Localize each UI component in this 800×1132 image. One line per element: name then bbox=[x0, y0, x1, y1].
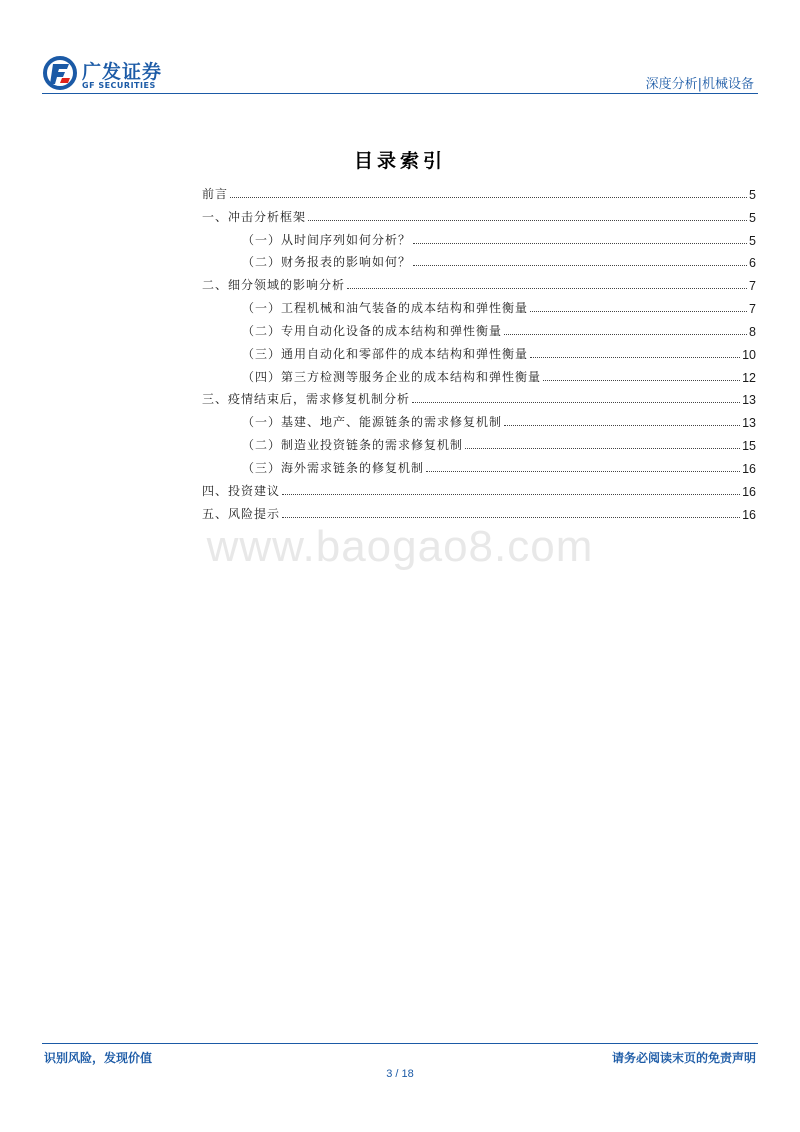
page-number: 3 / 18 bbox=[386, 1068, 414, 1080]
toc-entry[interactable] bbox=[202, 202, 756, 225]
header-divider bbox=[42, 93, 758, 94]
toc-entry-page: 13 bbox=[742, 416, 756, 431]
toc-dot-leader bbox=[230, 197, 747, 198]
toc-entry-label: （二）财务报表的影响如何？ bbox=[242, 255, 412, 270]
toc-entry[interactable] bbox=[202, 339, 756, 362]
toc-entry-label: （二）制造业投资链条的需求修复机制 bbox=[242, 438, 464, 453]
toc-entry-page: 7 bbox=[749, 279, 756, 294]
toc-entry-label: （四）第三方检测等服务企业的成本结构和弹性衡量 bbox=[242, 369, 542, 384]
toc-entry-label: 二、细分领域的影响分析 bbox=[202, 278, 346, 293]
toc-entry-page: 16 bbox=[742, 484, 756, 499]
toc-entry-page: 12 bbox=[742, 370, 756, 385]
toc-entry[interactable] bbox=[202, 476, 756, 499]
toc-entry-page: 15 bbox=[742, 439, 756, 454]
toc-dot-leader bbox=[412, 402, 740, 403]
toc-dot-leader bbox=[426, 471, 740, 472]
toc-dot-leader bbox=[308, 220, 747, 221]
toc-entry-label: （一）工程机械和油气装备的成本结构和弹性衡量 bbox=[242, 301, 529, 316]
toc-entry[interactable] bbox=[202, 270, 756, 293]
toc-entry[interactable] bbox=[202, 179, 756, 202]
toc-dot-leader bbox=[530, 311, 747, 312]
toc-entry-page: 16 bbox=[742, 507, 756, 522]
toc-dot-leader bbox=[530, 357, 740, 358]
toc-entry-page: 16 bbox=[742, 461, 756, 476]
toc-entry[interactable] bbox=[202, 362, 756, 385]
table-of-contents bbox=[202, 179, 756, 522]
toc-dot-leader bbox=[282, 517, 740, 518]
watermark: www.baogao8.com bbox=[206, 522, 594, 571]
toc-entry-page: 13 bbox=[742, 393, 756, 408]
toc-entry[interactable] bbox=[202, 248, 756, 271]
toc-entry-label: 三、疫情结束后，需求修复机制分析 bbox=[202, 392, 411, 407]
toc-entry[interactable] bbox=[202, 407, 756, 430]
brand-logo bbox=[42, 55, 172, 95]
toc-entry-page: 6 bbox=[749, 256, 756, 271]
toc-entry[interactable] bbox=[202, 293, 756, 316]
toc-entry-page: 5 bbox=[749, 210, 756, 225]
toc-entry-page: 5 bbox=[749, 233, 756, 248]
toc-entry[interactable] bbox=[202, 453, 756, 476]
brand-name-cn: 广发证券 bbox=[82, 61, 163, 83]
toc-entry-label: 前言 bbox=[202, 186, 229, 201]
footer-slogan: 识别风险，发现价值 bbox=[44, 1051, 153, 1065]
toc-entry-label: （一）从时间序列如何分析？ bbox=[242, 232, 412, 247]
toc-entry-label: 五、风险提示 bbox=[202, 506, 281, 521]
toc-entry-label: 一、冲击分析框架 bbox=[202, 209, 307, 224]
brand-name-en: GF SECURITIES bbox=[82, 81, 156, 90]
toc-entry-label: 四、投资建议 bbox=[202, 483, 281, 498]
toc-dot-leader bbox=[465, 448, 740, 449]
toc-entry-page: 8 bbox=[749, 324, 756, 339]
toc-entry-label: （三）通用自动化和零部件的成本结构和弹性衡量 bbox=[242, 346, 529, 361]
toc-dot-leader bbox=[282, 494, 740, 495]
toc-entry-page: 5 bbox=[749, 187, 756, 202]
toc-dot-leader bbox=[504, 334, 747, 335]
toc-entry[interactable] bbox=[202, 430, 756, 453]
footer-disclaimer-note: 请务必阅读末页的免责声明 bbox=[611, 1051, 756, 1065]
toc-dot-leader bbox=[413, 265, 747, 266]
toc-entry-label: （三）海外需求链条的修复机制 bbox=[242, 460, 425, 475]
toc-entry-page: 10 bbox=[742, 347, 756, 362]
toc-dot-leader bbox=[413, 243, 747, 244]
document-type-label: 深度分析|机械设备 bbox=[645, 77, 754, 92]
toc-entry[interactable] bbox=[202, 385, 756, 408]
toc-entry-label: （一）基建、地产、能源链条的需求修复机制 bbox=[242, 415, 503, 430]
toc-entry-page: 7 bbox=[749, 302, 756, 317]
toc-entry[interactable] bbox=[202, 499, 756, 522]
toc-entry[interactable] bbox=[202, 316, 756, 339]
gf-logo-icon bbox=[42, 55, 78, 91]
toc-title: 目录索引 bbox=[353, 150, 446, 172]
toc-entry-label: （二）专用自动化设备的成本结构和弹性衡量 bbox=[242, 323, 503, 338]
toc-dot-leader bbox=[543, 380, 740, 381]
footer-divider bbox=[42, 1043, 758, 1044]
toc-dot-leader bbox=[347, 288, 747, 289]
toc-entry[interactable] bbox=[202, 225, 756, 248]
toc-dot-leader bbox=[504, 425, 740, 426]
